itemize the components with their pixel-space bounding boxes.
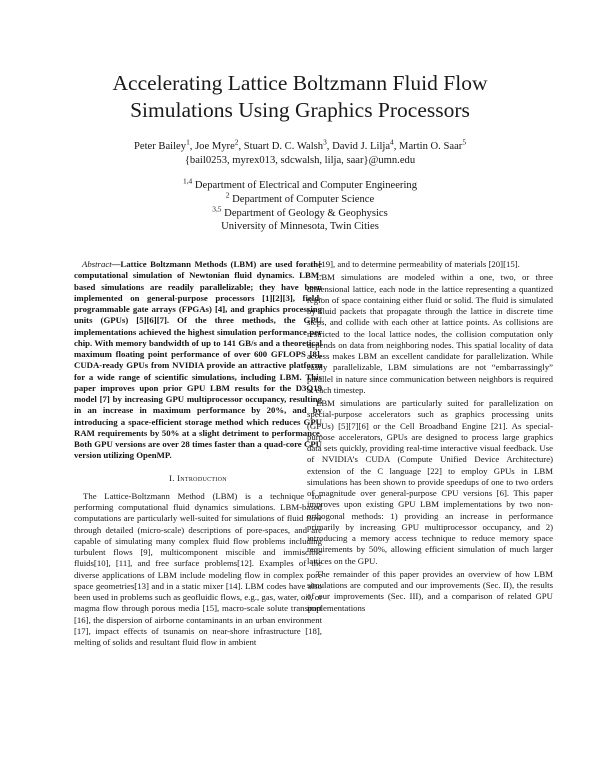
affiliation-superscript: 1,4: [182, 176, 193, 186]
affiliation-university: University of Minnesota, Twin Cities: [221, 221, 379, 233]
body-paragraph: LBM simulations are modeled within a one, two, or three dimensional lattice, each node in the lattice representing a quantized region of space containing either fluid or solid. The fluid is simulated by fluid packets that propagate through the lattice in discrete time steps, and collide with each other at lattice points. As collisions are restricted to the local lattice nodes, the collision computation only depends on data from neighboring nodes. This spatial locality of data access makes LBM an excellent candidate for parallelization. While easily parallelizable, LBM simulations are not “embarrassingly” parallel in nature since communication between neighbors is required at each timestep.: [307, 272, 553, 395]
author-superscript: 5: [462, 137, 467, 147]
author-superscript: 2: [234, 137, 239, 147]
author-superscript: 3: [323, 137, 327, 147]
affiliation-line: [40, 176, 560, 193]
author-name: David J. Lilja: [332, 141, 391, 152]
author-name: Martin O. Saar: [399, 141, 463, 152]
body-paragraph: LBM simulations are particularly suited for parallelization on special-purpose accelerators such as graphics processing units (GPUs) [5][7][6] or the Cell Broadband Engine [21]. As special-purpose accelerators, GPUs are designed to process large graphics data sets quickly, providing real-time interactive visual feedback. Use of NVIDIA’s CUDA (Compute Unified Device Architecture) extension of the C language [22] to employ GPUs in LBM simulations has been shown to provide speedups of one to two orders of magnitude over general-purpose CPU versions [6]. This paper improves upon existing GPU LBM implementations by two non-orthogonal methods: 1) providing an increase in performance primarily by increasing GPU multiprocessor occupancy, and 2) introducing a memory access technique to reduce memory space requirements by 50%, allowing efficient simulation of much larger lattices on the GPU.: [307, 398, 553, 566]
body-paragraph: The remainder of this paper provides an overview of how LBM simulations are computed and our improvements (Sec. II), the results of our improvements (Sec. III), and a comparison of related GPU implementations: [307, 568, 553, 613]
affiliation-text: Department of Electrical and Computer Engineering: [194, 180, 417, 191]
affiliation-superscript: 3,5: [212, 204, 222, 214]
affiliation-block: [40, 176, 560, 234]
abstract: [74, 259, 322, 462]
body-paragraph: air [19], and to determine permeability of materials [20][15].: [307, 259, 520, 269]
abstract-lead: Abstract: [82, 259, 112, 269]
affiliation-text: Department of Geology & Geophysics: [224, 207, 388, 219]
section-name: Introduction: [177, 472, 227, 483]
abstract-text: —Lattice Boltzmann Methods (LBM) are used for the computational simulation of Newtonian fluid dynamics. LBM-based simulations are readily parallelizable; they have been implemented on general-purpose processors [1][2][3], field-programmable gate arrays (FPGAs) [4], and graphics processing units (GPUs) [5][6][7]. Of the three methods, the GPU implementations achieved the highest simulation performance per chip. With memory bandwidth of up to 141 GB/s and a theoretical maximum floating point performance of over 600 GFLOPS [8], CUDA-ready GPUs from NVIDIA provide an attractive platform for a wide range of scientific simulations, including LBM. This paper improves upon prior GPU LBM results for the D3Q19 model [7] by increasing GPU multiprocessor occupancy, resulting in an increase in maximum performance by 20%, and by introducing a space-efficient storage method which reduces GPU RAM requirements by 50% at a slight detriment to performance. Both GPU versions are over 28 times faster than a quad-core CPU version utilizing OpenMP.: [74, 259, 322, 461]
body-paragraph: The Lattice-Boltzmann Method (LBM) is a technique for performing computational fluid dynamics simulations. LBM-based computations are particularly well-suited for simulations of fluid flow through detailed (micro-scale) descriptions of pore-spaces, and are capable of simulating many complex fluid flow problems including turbulent flows [9], multicomponent miscible and immiscible fluids[10], [11], and free surface problems[12]. Examples of the diverse applications of LBM include modeling flow in complex pore space geometries[13] and in a static mixer [14]. LBM codes have also been used in problems such as geofluidic flows, e.g., gas, water, oil, or magma flow through porous media [15], macro-scale solute transport [16], the dispersion of airborne contaminants in an urban environment [17], impact effects of tsunamis on near-shore infrastructure [18], melting of solids and resultant fluid flow in ambient: [74, 490, 322, 647]
author-name: Stuart D. C. Walsh: [243, 141, 324, 152]
affiliation-line: [40, 204, 560, 221]
affiliation-text: Department of Computer Science: [232, 193, 375, 205]
left-column: [74, 259, 322, 650]
author-block: [40, 137, 560, 167]
paper-title: [40, 70, 560, 124]
affiliation-line: [40, 190, 560, 207]
title-line-2: Simulations Using Graphics Processors: [130, 98, 470, 122]
author-superscript: 4: [390, 137, 394, 147]
author-names: Peter Bailey$^1$, Joe Myre$^2$, Stuart D. C. Walsh$^3$, David J. Lilja$^4$, Martin O. Saar$^5$: [133, 137, 467, 152]
right-column: [307, 259, 553, 616]
section-heading-introduction: [74, 473, 322, 484]
author-emails: {bail0253, myrex013, sdcwalsh, lilja, saar}@umn.edu: [184, 154, 416, 166]
section-numeral: I.: [169, 472, 178, 483]
affiliation-superscript: 2: [225, 190, 230, 200]
author-superscript: 1: [186, 137, 190, 147]
author-name: Peter Bailey: [133, 141, 187, 152]
author-name: Joe Myre: [195, 141, 235, 152]
title-line-1: Accelerating Lattice Boltzmann Fluid Flow: [112, 71, 488, 95]
